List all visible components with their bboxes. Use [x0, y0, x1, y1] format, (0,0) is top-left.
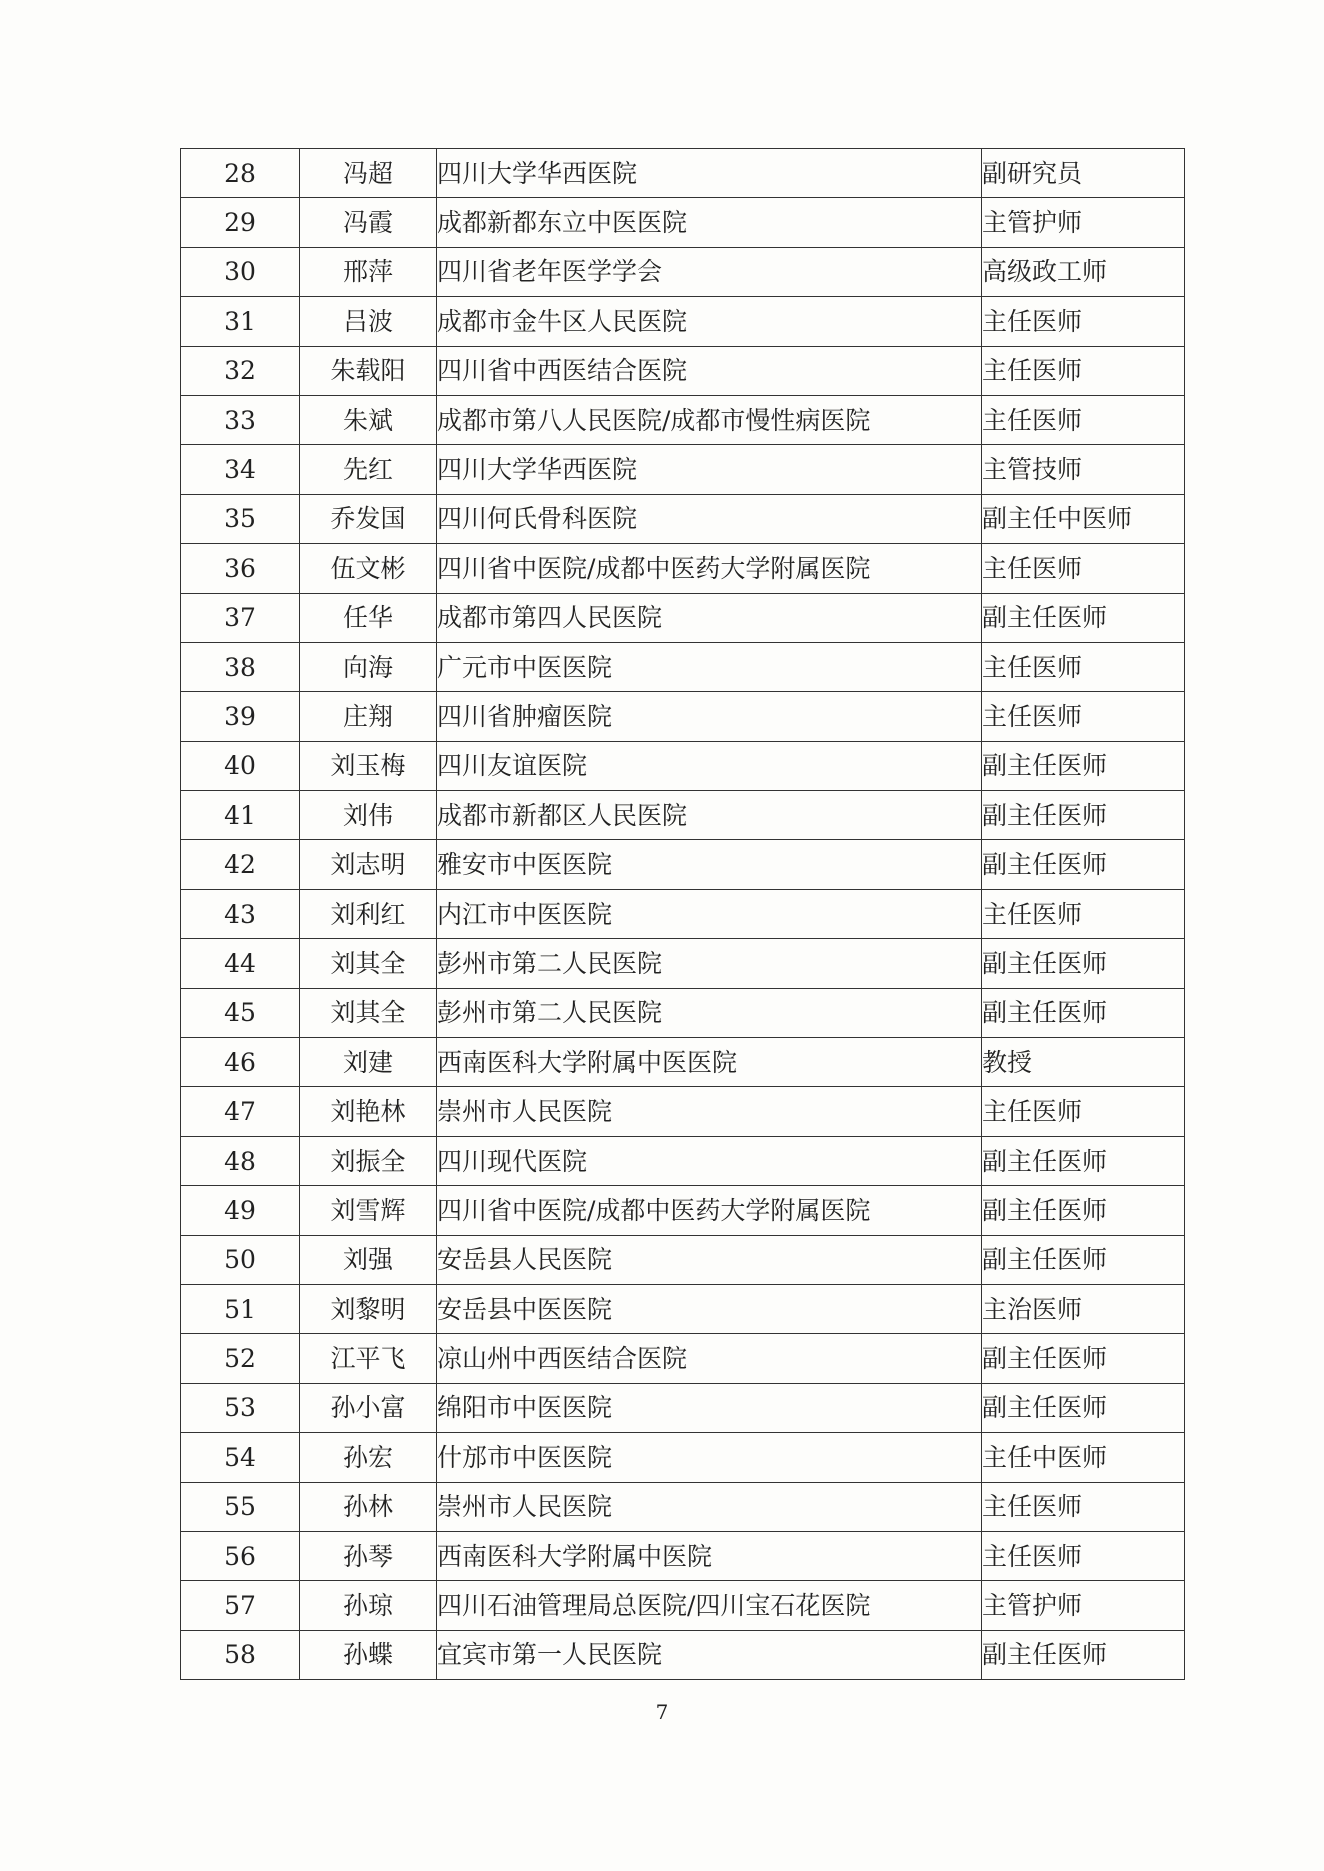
- name-cell: 邢萍: [300, 247, 437, 296]
- organization-cell: 四川省中医院/成都中医药大学附属医院: [437, 1186, 982, 1235]
- table-row: [181, 692, 1185, 741]
- row-number-cell: 42: [181, 840, 300, 889]
- row-number-cell: 48: [181, 1136, 300, 1185]
- table-row: [181, 642, 1185, 691]
- title-cell: 副主任医师: [982, 988, 1185, 1037]
- row-number-cell: 31: [181, 297, 300, 346]
- title-cell: 高级政工师: [982, 247, 1185, 296]
- organization-cell: 成都新都东立中医医院: [437, 198, 982, 247]
- name-cell: 吕波: [300, 297, 437, 346]
- organization-cell: 广元市中医医院: [437, 642, 982, 691]
- name-cell: 刘其全: [300, 939, 437, 988]
- title-cell: 主任医师: [982, 1087, 1185, 1136]
- name-cell: 孙蝶: [300, 1630, 437, 1679]
- table-row: [181, 445, 1185, 494]
- table-row: [181, 1581, 1185, 1630]
- table-row: [181, 1136, 1185, 1185]
- row-number-cell: 56: [181, 1531, 300, 1580]
- name-cell: 孙林: [300, 1482, 437, 1531]
- row-number-cell: 32: [181, 346, 300, 395]
- name-cell: 朱载阳: [300, 346, 437, 395]
- row-number-cell: 47: [181, 1087, 300, 1136]
- row-number-cell: 37: [181, 593, 300, 642]
- title-cell: 主管护师: [982, 1581, 1185, 1630]
- organization-cell: 成都市第四人民医院: [437, 593, 982, 642]
- title-cell: 副主任医师: [982, 791, 1185, 840]
- name-cell: 江平飞: [300, 1334, 437, 1383]
- row-number-cell: 39: [181, 692, 300, 741]
- title-cell: 副主任医师: [982, 1334, 1185, 1383]
- table-row: [181, 593, 1185, 642]
- organization-cell: 四川石油管理局总医院/四川宝石花医院: [437, 1581, 982, 1630]
- name-cell: 刘其全: [300, 988, 437, 1037]
- organization-cell: 安岳县人民医院: [437, 1235, 982, 1284]
- table-row: [181, 741, 1185, 790]
- table-row: [181, 1087, 1185, 1136]
- row-number-cell: 52: [181, 1334, 300, 1383]
- organization-cell: 四川省肿瘤医院: [437, 692, 982, 741]
- title-cell: 主任医师: [982, 395, 1185, 444]
- title-cell: 副主任医师: [982, 741, 1185, 790]
- title-cell: 主任医师: [982, 544, 1185, 593]
- name-cell: 孙宏: [300, 1433, 437, 1482]
- row-number-cell: 58: [181, 1630, 300, 1679]
- name-cell: 刘强: [300, 1235, 437, 1284]
- row-number-cell: 46: [181, 1038, 300, 1087]
- table-row: [181, 840, 1185, 889]
- name-cell: 孙琴: [300, 1531, 437, 1580]
- row-number-cell: 30: [181, 247, 300, 296]
- title-cell: 主任医师: [982, 1531, 1185, 1580]
- organization-cell: 西南医科大学附属中医医院: [437, 1038, 982, 1087]
- table-row: [181, 346, 1185, 395]
- title-cell: 主任医师: [982, 297, 1185, 346]
- roster-table: [180, 148, 1185, 1680]
- title-cell: 教授: [982, 1038, 1185, 1087]
- row-number-cell: 28: [181, 149, 300, 198]
- name-cell: 任华: [300, 593, 437, 642]
- title-cell: 主任医师: [982, 642, 1185, 691]
- name-cell: 朱斌: [300, 395, 437, 444]
- row-number-cell: 29: [181, 198, 300, 247]
- organization-cell: 西南医科大学附属中医院: [437, 1531, 982, 1580]
- table-row: [181, 1482, 1185, 1531]
- name-cell: 刘志明: [300, 840, 437, 889]
- organization-cell: 成都市金牛区人民医院: [437, 297, 982, 346]
- organization-cell: 四川大学华西医院: [437, 149, 982, 198]
- organization-cell: 成都市第八人民医院/成都市慢性病医院: [437, 395, 982, 444]
- table-row: [181, 1531, 1185, 1580]
- name-cell: 刘玉梅: [300, 741, 437, 790]
- title-cell: 副主任医师: [982, 1186, 1185, 1235]
- roster-body: [181, 149, 1185, 1680]
- table-row: [181, 1186, 1185, 1235]
- table-row: [181, 1038, 1185, 1087]
- organization-cell: 绵阳市中医医院: [437, 1383, 982, 1432]
- row-number-cell: 53: [181, 1383, 300, 1432]
- row-number-cell: 49: [181, 1186, 300, 1235]
- organization-cell: 四川友谊医院: [437, 741, 982, 790]
- organization-cell: 彭州市第二人民医院: [437, 988, 982, 1037]
- name-cell: 刘建: [300, 1038, 437, 1087]
- table-row: [181, 791, 1185, 840]
- table-row: [181, 1334, 1185, 1383]
- title-cell: 副主任医师: [982, 593, 1185, 642]
- title-cell: 副主任中医师: [982, 494, 1185, 543]
- organization-cell: 凉山州中西医结合医院: [437, 1334, 982, 1383]
- row-number-cell: 40: [181, 741, 300, 790]
- row-number-cell: 45: [181, 988, 300, 1037]
- name-cell: 刘利红: [300, 889, 437, 938]
- organization-cell: 彭州市第二人民医院: [437, 939, 982, 988]
- organization-cell: 内江市中医医院: [437, 889, 982, 938]
- name-cell: 刘振全: [300, 1136, 437, 1185]
- row-number-cell: 34: [181, 445, 300, 494]
- name-cell: 先红: [300, 445, 437, 494]
- name-cell: 刘雪辉: [300, 1186, 437, 1235]
- row-number-cell: 35: [181, 494, 300, 543]
- name-cell: 庄翔: [300, 692, 437, 741]
- name-cell: 孙琼: [300, 1581, 437, 1630]
- row-number-cell: 41: [181, 791, 300, 840]
- table-row: [181, 1383, 1185, 1432]
- organization-cell: 四川大学华西医院: [437, 445, 982, 494]
- title-cell: 主管护师: [982, 198, 1185, 247]
- row-number-cell: 44: [181, 939, 300, 988]
- row-number-cell: 33: [181, 395, 300, 444]
- row-number-cell: 43: [181, 889, 300, 938]
- table-row: [181, 297, 1185, 346]
- organization-cell: 什邡市中医医院: [437, 1433, 982, 1482]
- organization-cell: 崇州市人民医院: [437, 1087, 982, 1136]
- title-cell: 主任医师: [982, 692, 1185, 741]
- name-cell: 乔发国: [300, 494, 437, 543]
- table-row: [181, 494, 1185, 543]
- title-cell: 主任医师: [982, 1482, 1185, 1531]
- table-row: [181, 395, 1185, 444]
- title-cell: 副研究员: [982, 149, 1185, 198]
- row-number-cell: 50: [181, 1235, 300, 1284]
- title-cell: 主任医师: [982, 889, 1185, 938]
- title-cell: 主管技师: [982, 445, 1185, 494]
- name-cell: 刘艳林: [300, 1087, 437, 1136]
- name-cell: 冯霞: [300, 198, 437, 247]
- title-cell: 主任医师: [982, 346, 1185, 395]
- name-cell: 伍文彬: [300, 544, 437, 593]
- organization-cell: 雅安市中医医院: [437, 840, 982, 889]
- row-number-cell: 55: [181, 1482, 300, 1531]
- name-cell: 刘伟: [300, 791, 437, 840]
- row-number-cell: 51: [181, 1284, 300, 1333]
- table-row: [181, 149, 1185, 198]
- row-number-cell: 38: [181, 642, 300, 691]
- name-cell: 向海: [300, 642, 437, 691]
- title-cell: 副主任医师: [982, 1630, 1185, 1679]
- row-number-cell: 54: [181, 1433, 300, 1482]
- table-row: [181, 1284, 1185, 1333]
- title-cell: 副主任医师: [982, 840, 1185, 889]
- table-row: [181, 1630, 1185, 1679]
- organization-cell: 崇州市人民医院: [437, 1482, 982, 1531]
- organization-cell: 四川省中医院/成都中医药大学附属医院: [437, 544, 982, 593]
- table-row: [181, 889, 1185, 938]
- title-cell: 副主任医师: [982, 1383, 1185, 1432]
- table-row: [181, 1433, 1185, 1482]
- title-cell: 副主任医师: [982, 1235, 1185, 1284]
- organization-cell: 四川省中西医结合医院: [437, 346, 982, 395]
- organization-cell: 四川省老年医学学会: [437, 247, 982, 296]
- title-cell: 副主任医师: [982, 1136, 1185, 1185]
- table-row: [181, 198, 1185, 247]
- name-cell: 孙小富: [300, 1383, 437, 1432]
- table-row: [181, 544, 1185, 593]
- table-row: [181, 1235, 1185, 1284]
- organization-cell: 四川现代医院: [437, 1136, 982, 1185]
- row-number-cell: 57: [181, 1581, 300, 1630]
- title-cell: 主治医师: [982, 1284, 1185, 1333]
- organization-cell: 成都市新都区人民医院: [437, 791, 982, 840]
- organization-cell: 宜宾市第一人民医院: [437, 1630, 982, 1679]
- title-cell: 副主任医师: [982, 939, 1185, 988]
- organization-cell: 安岳县中医医院: [437, 1284, 982, 1333]
- name-cell: 冯超: [300, 149, 437, 198]
- table-row: [181, 939, 1185, 988]
- title-cell: 主任中医师: [982, 1433, 1185, 1482]
- table-row: [181, 988, 1185, 1037]
- table-row: [181, 247, 1185, 296]
- row-number-cell: 36: [181, 544, 300, 593]
- page-number: 7: [655, 1700, 669, 1724]
- organization-cell: 四川何氏骨科医院: [437, 494, 982, 543]
- name-cell: 刘黎明: [300, 1284, 437, 1333]
